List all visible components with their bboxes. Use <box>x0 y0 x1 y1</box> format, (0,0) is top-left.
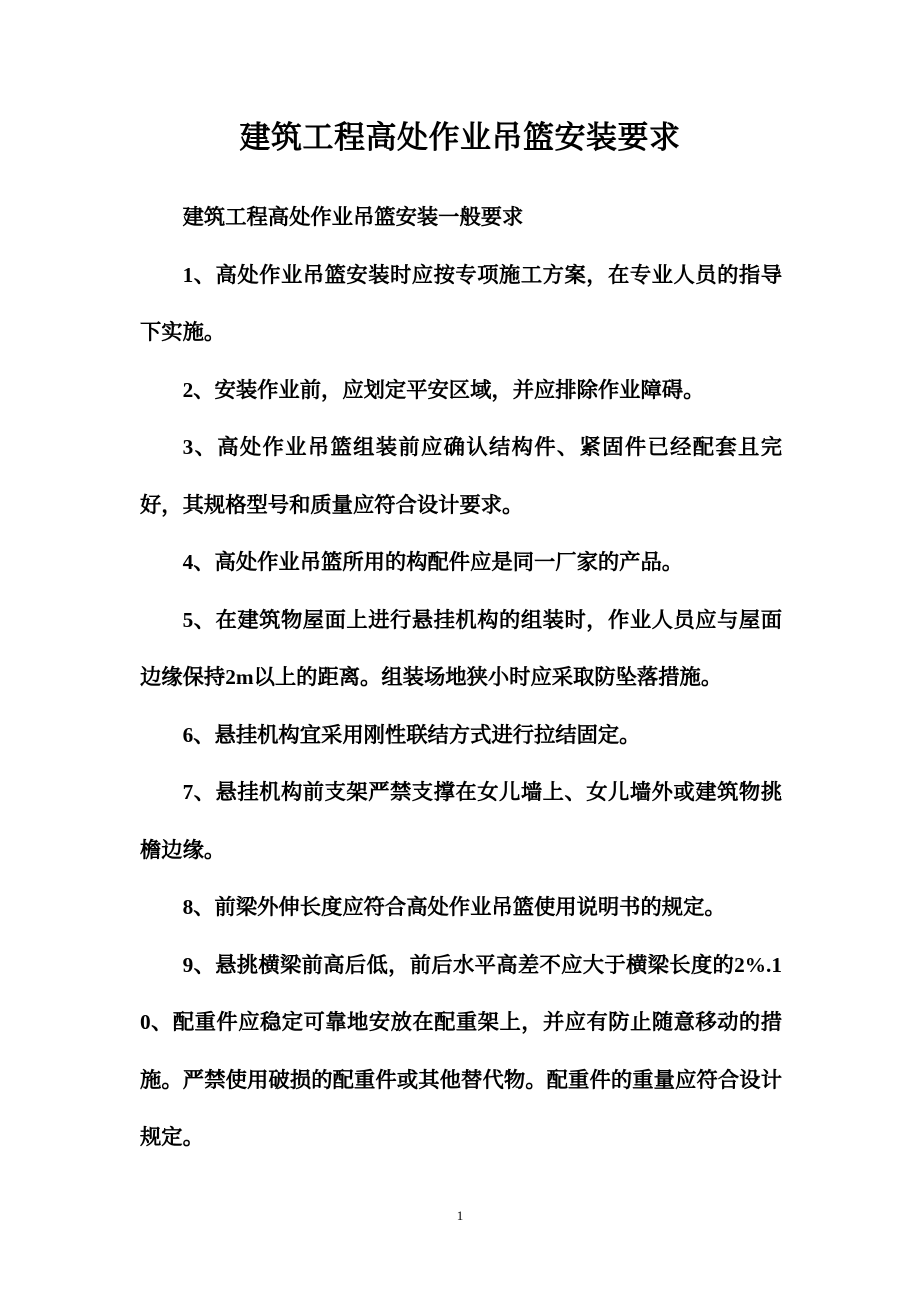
paragraph-4: 4、高处作业吊篮所用的构配件应是同一厂家的产品。 <box>182 550 684 574</box>
paragraph-5: 5、在建筑物屋面上进行悬挂机构的组装时，作业人员应与屋面边缘保持2m以上的距离。组装场地狭小时应采取防坠落措施。 <box>140 607 782 689</box>
paragraph-2: 2、安装作业前，应划定平安区域，并应排除作业障碍。 <box>182 377 705 402</box>
paragraph-7: 7、悬挂机构前支架严禁支撑在女儿墙上、女儿墙外或建筑物挑檐边缘。 <box>140 780 782 862</box>
paragraph-8: 8、前梁外伸长度应符合高处作业吊篮使用说明书的规定。 <box>182 895 726 919</box>
paragraph-1: 1、高处作业吊篮安装时应按专项施工方案，在专业人员的指导下实施。 <box>140 262 782 344</box>
document-body <box>140 189 782 1167</box>
page-number: 1 <box>456 1208 464 1223</box>
paragraph-6: 6、悬挂机构宜采用刚性联结方式进行拉结固定。 <box>182 722 641 747</box>
paragraph-3: 3、高处作业吊篮组装前应确认结构件、紧固件已经配套且完好，其规格型号和质量应符合设计要求。 <box>140 435 782 517</box>
document-title: 建筑工程高处作业吊篮安装要求 <box>239 120 681 155</box>
paragraph-9-10: 9、悬挑横梁前高后低，前后水平高差不应大于横梁长度的2%.10、配重件应稳定可靠地安放在配重架上，并应有防止随意移动的措施。严禁使用破损的配重件或其他替代物。配重件的重量应符合设计规定。 <box>140 952 782 1149</box>
paragraph-intro: 建筑工程高处作业吊篮安装一般要求 <box>182 205 524 229</box>
